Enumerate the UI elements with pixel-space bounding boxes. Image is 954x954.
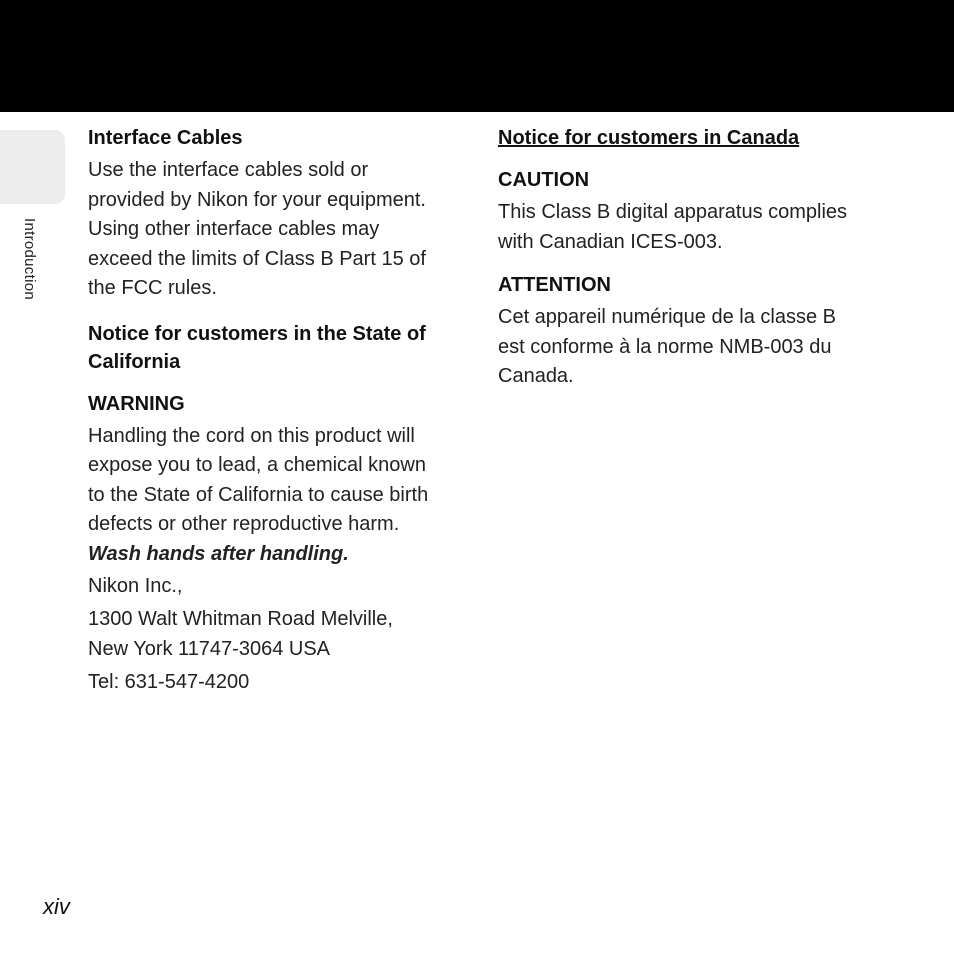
attention-body [498, 303, 870, 392]
heading-line: Notice for customers in the State of [88, 322, 426, 345]
text-line: exceed the limits of Class B Part 15 of [88, 247, 426, 270]
text-line: expose you to lead, a chemical known [88, 454, 426, 476]
canada-notice-heading: Notice for customers in Canada [498, 127, 800, 149]
text-line: provided by Nikon for your equipment. [88, 188, 426, 211]
text-line: defects or other reproductive harm. [88, 513, 400, 535]
text-line: Cet appareil numérique de la classe B [498, 306, 836, 328]
caution-body [498, 198, 870, 257]
warning-heading: WARNING [88, 392, 185, 415]
text-line: Canada. [498, 365, 574, 387]
text-line: est conforme à la norme NMB-003 du [498, 335, 832, 358]
chapter-label: Introduction [21, 218, 38, 300]
interface-cables-heading: Interface Cables [88, 127, 243, 149]
caution-heading: CAUTION [498, 169, 590, 191]
interface-cables-body [88, 156, 460, 304]
wash-hands-notice: Wash hands after handling. [88, 542, 349, 565]
company-name: Nikon Inc., [88, 574, 183, 597]
text-line: Use the interface cables sold or [88, 159, 369, 181]
heading-line: California [88, 350, 181, 373]
text-line: the FCC rules. [88, 277, 217, 299]
company-tel: Tel: 631-547-4200 [88, 671, 250, 693]
text-line: 1300 Walt Whitman Road Melville, [88, 608, 393, 630]
text-line: New York 11747-3064 USA [88, 637, 331, 660]
text-line: Handling the cord on this product will [88, 424, 415, 447]
left-column [88, 124, 460, 698]
warning-body [88, 422, 460, 540]
text-line: with Canadian ICES-003. [498, 230, 723, 253]
company-address [88, 605, 460, 664]
attention-heading: ATTENTION [498, 274, 611, 296]
header-bar [0, 0, 954, 112]
text-line: to the State of California to cause birth [88, 483, 429, 506]
california-notice-heading [88, 320, 460, 376]
right-column [498, 124, 870, 392]
page-number: xiv [43, 894, 70, 919]
chapter-tab [0, 130, 65, 204]
text-line: Using other interface cables may [88, 218, 380, 240]
text-line: This Class B digital apparatus complies [498, 201, 848, 223]
